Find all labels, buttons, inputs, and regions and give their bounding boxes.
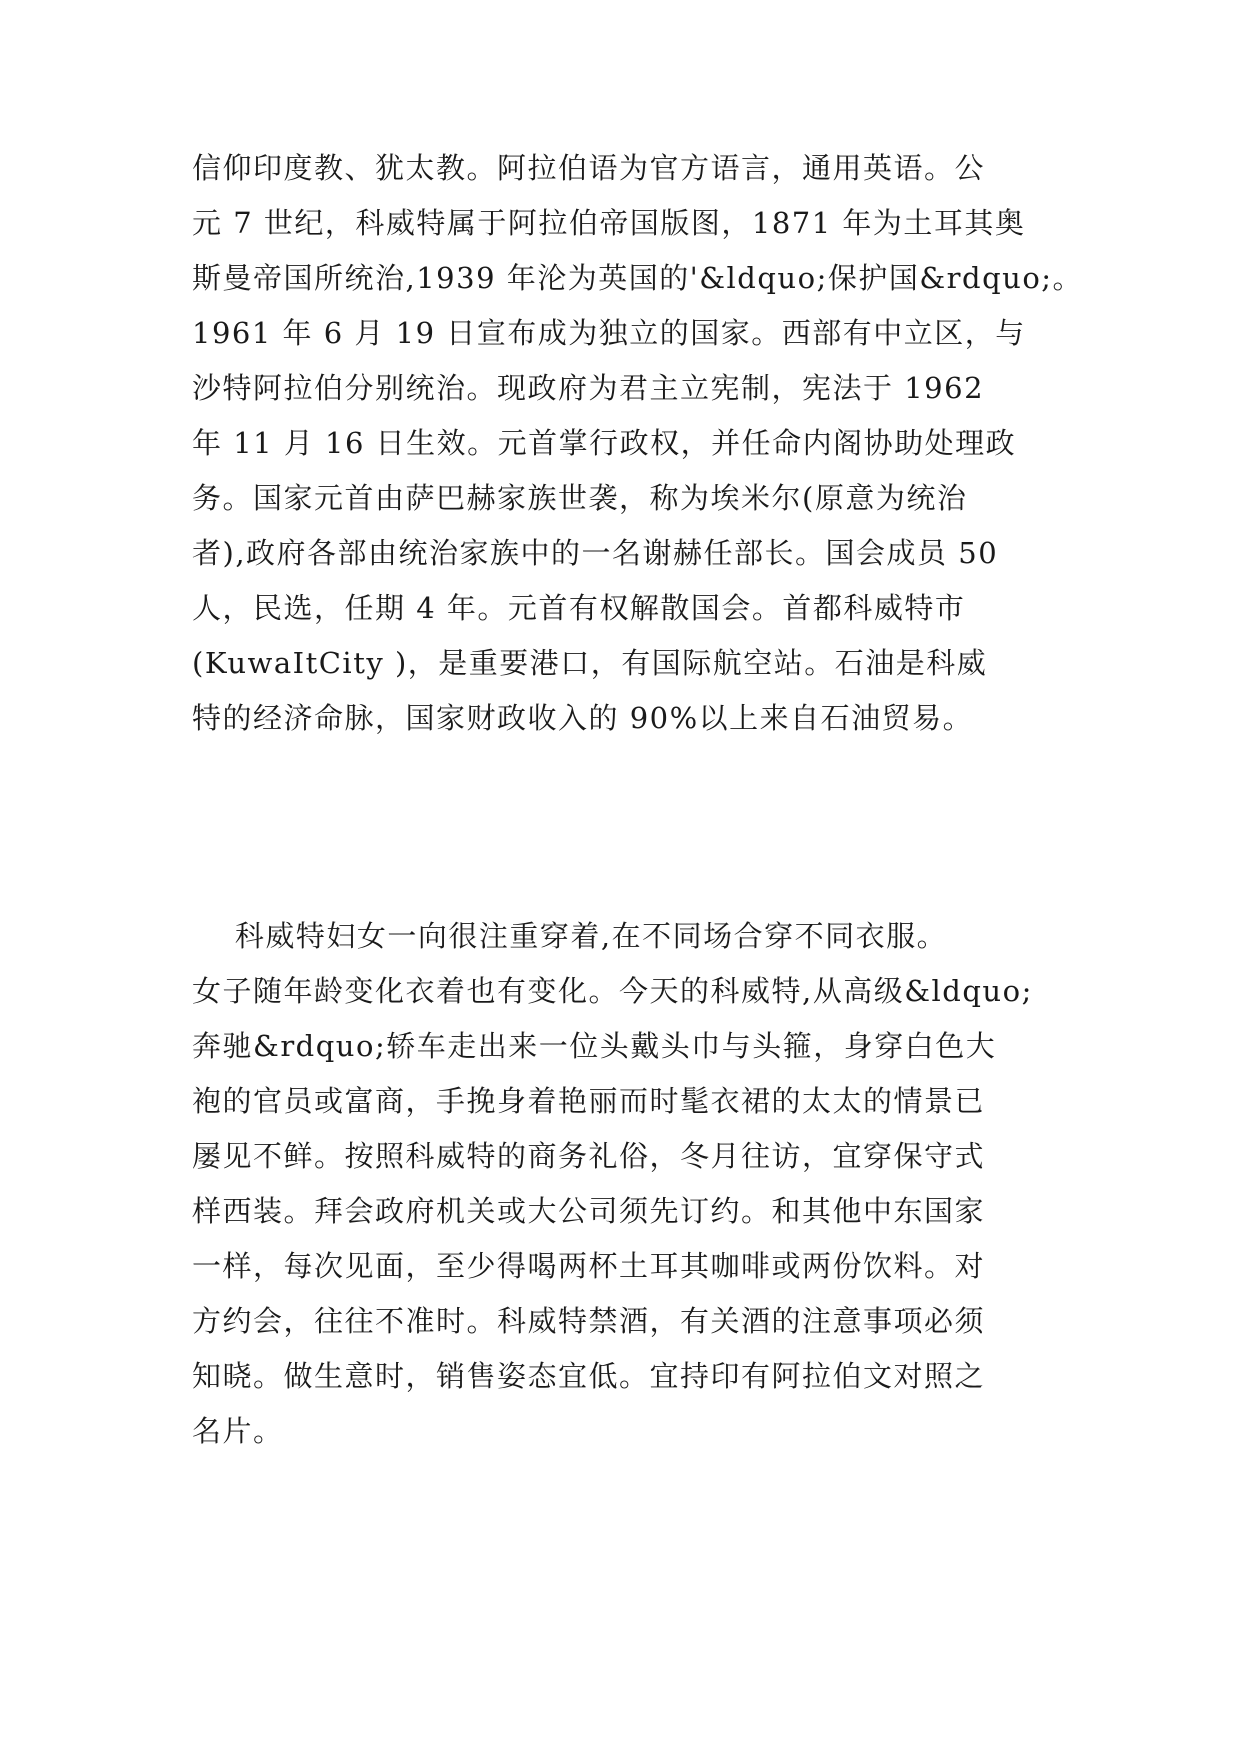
text-line: 年 11 月 16 日生效。元首掌行政权，并任命内阁协助处理政	[192, 426, 1017, 460]
text-line: 元 7 世纪，科威特属于阿拉伯帝国版图，1871 年为土耳其奥	[192, 206, 1026, 240]
text-line: 信仰印度教、犹太教。阿拉伯语为官方语言，通用英语。公	[192, 151, 986, 185]
text-line: 屡见不鲜。按照科威特的商务礼俗，冬月往访，宜穿保守式	[192, 1139, 986, 1173]
text-line: 方约会，往往不准时。科威特禁酒，有关酒的注意事项必须	[192, 1304, 986, 1338]
text-line: 名片。	[192, 1414, 284, 1448]
text-line: 样西装。拜会政府机关或大公司须先订约。和其他中东国家	[192, 1194, 986, 1228]
text-line: 沙特阿拉伯分别统治。现政府为君主立宪制，宪法于 1962	[192, 371, 985, 405]
text-line: 知晓。做生意时，销售姿态宜低。宜持印有阿拉伯文对照之	[192, 1359, 986, 1393]
text-line: 科威特妇女一向很注重穿着,在不同场合穿不同衣服。	[192, 919, 948, 953]
text-line: 女子随年龄变化衣着也有变化。今天的科威特,从高级&ldquo;	[192, 974, 1033, 1008]
text-line: 奔驰&rdquo;轿车走出来一位头戴头巾与头箍，身穿白色大	[192, 1029, 997, 1063]
text-line: 一样，每次见面，至少得喝两杯土耳其咖啡或两份饮料。对	[192, 1249, 986, 1283]
text-line: 者),政府各部由统治家族中的一名谢赫任部长。国会成员 50	[192, 536, 999, 570]
text-line: 斯曼帝国所统治,1939 年沦为英国的'&ldquo;保护国&rdquo;。	[192, 261, 1084, 295]
text-line: 务。国家元首由萨巴赫家族世袭，称为埃米尔(原意为统治	[192, 481, 968, 515]
text-line: 特的经济命脉，国家财政收入的 90%以上来自石油贸易。	[192, 701, 974, 735]
text-line: 人，民选，任期 4 年。元首有权解散国会。首都科威特市	[192, 591, 966, 625]
text-line: 1961 年 6 月 19 日宣布成为独立的国家。西部有中立区，与	[192, 316, 1026, 350]
text-line: 袍的官员或富商，手挽身着艳丽而时髦衣裙的太太的情景已	[192, 1084, 986, 1118]
text-line: (KuwaItCity )，是重要港口，有国际航空站。石油是科威	[192, 646, 988, 680]
